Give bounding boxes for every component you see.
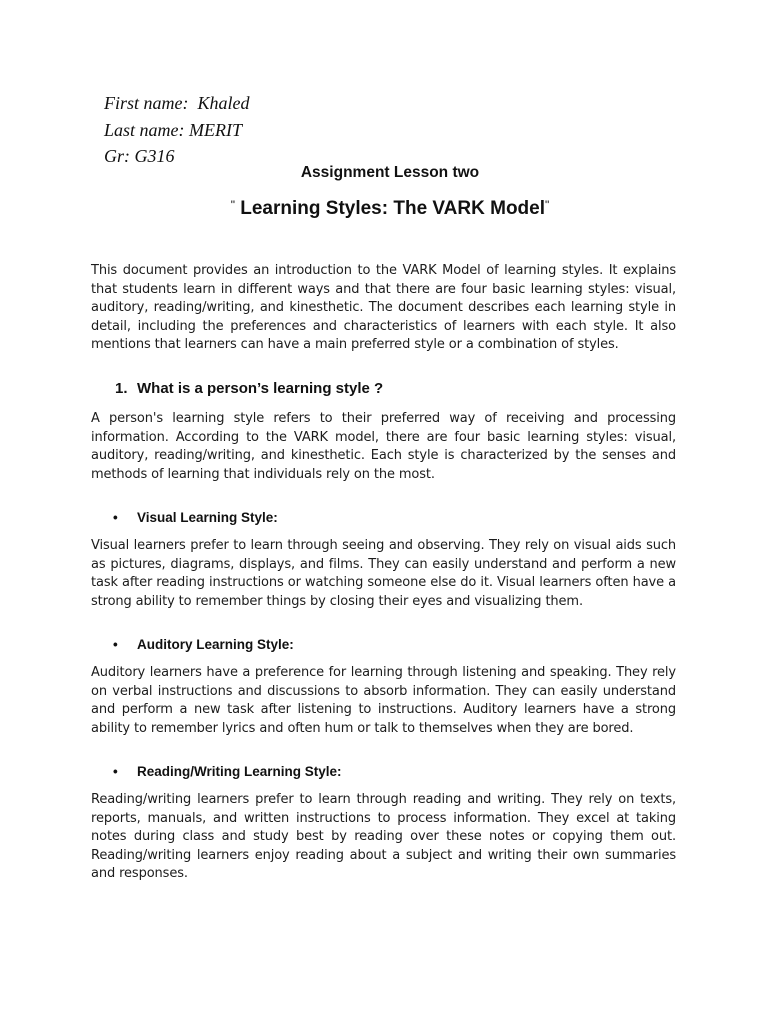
first-name: First name: Khaled — [104, 93, 250, 113]
document-title — [0, 198, 768, 220]
student-info — [104, 90, 250, 170]
last-name: Last name: MERIT — [104, 119, 242, 140]
title-close-quote: " — [545, 198, 550, 212]
auditory-style-heading-text: Auditory Learning Style: — [137, 637, 294, 652]
bullet-icon: • — [113, 764, 118, 779]
section-paragraph: A person's learning style refers to their preferred way of receiving and processing information. According to the VARK model, there are four basic learning styles: visual, auditory, reading/writing, and kinesthetic. Each style is characterized by the senses and methods of learning that individuals rely on the most. — [91, 411, 676, 482]
visual-style-heading — [113, 510, 278, 525]
auditory-style-paragraph: Auditory learners have a preference for learning through listening and speaking. They rely on verbal instructions and discussions to absorb information. They can easily understand and perform a new task after listening to instructions. Auditory learners have a strong ability to remember lyrics and often hum or talk to themselves when they are bored. — [91, 665, 676, 736]
auditory-style-heading — [113, 637, 294, 652]
reading-writing-style-heading — [113, 764, 342, 779]
visual-style-heading-text: Visual Learning Style: — [137, 510, 278, 525]
title-open-quote: " — [230, 198, 235, 212]
title-text: Learning Styles: The VARK Model — [234, 198, 546, 219]
assignment-subtitle: Assignment Lesson two — [300, 164, 480, 181]
section-heading — [115, 380, 383, 397]
reading-writing-style-paragraph: Reading/writing learners prefer to learn through reading and writing. They rely on texts, reports, manuals, and written instructions to process information. They excel at taking notes during class and study best by reading over these notes or copying them out. Reading/writing learners enjoy reading about a subject and writing their own summaries and responses. — [91, 792, 676, 882]
group: Gr: G316 — [104, 146, 175, 166]
bullet-icon: • — [113, 510, 118, 525]
bullet-icon: • — [113, 637, 118, 652]
intro-paragraph: This document provides an introduction to the VARK Model of learning styles. It explains that students learn in different ways and that there are four basic learning styles: visual, auditory, reading/writing, and kinesthetic. The document describes each learning style in detail, including the preferences and characteristics of learners with each style. It also mentions that learners can have a main preferred style or a combination of styles. — [91, 263, 676, 353]
visual-style-paragraph: Visual learners prefer to learn through seeing and observing. They rely on visual aids such as pictures, diagrams, displays, and films. They can easily understand and perform a new task after reading instructions or watching someone else do it. Visual learners often have a strong ability to remember things by closing their eyes and visualizing them. — [91, 538, 676, 609]
section-heading-text: What is a person’s learning style ? — [137, 380, 384, 397]
section-number: 1. — [115, 380, 128, 397]
reading-writing-style-heading-text: Reading/Writing Learning Style: — [137, 764, 342, 779]
